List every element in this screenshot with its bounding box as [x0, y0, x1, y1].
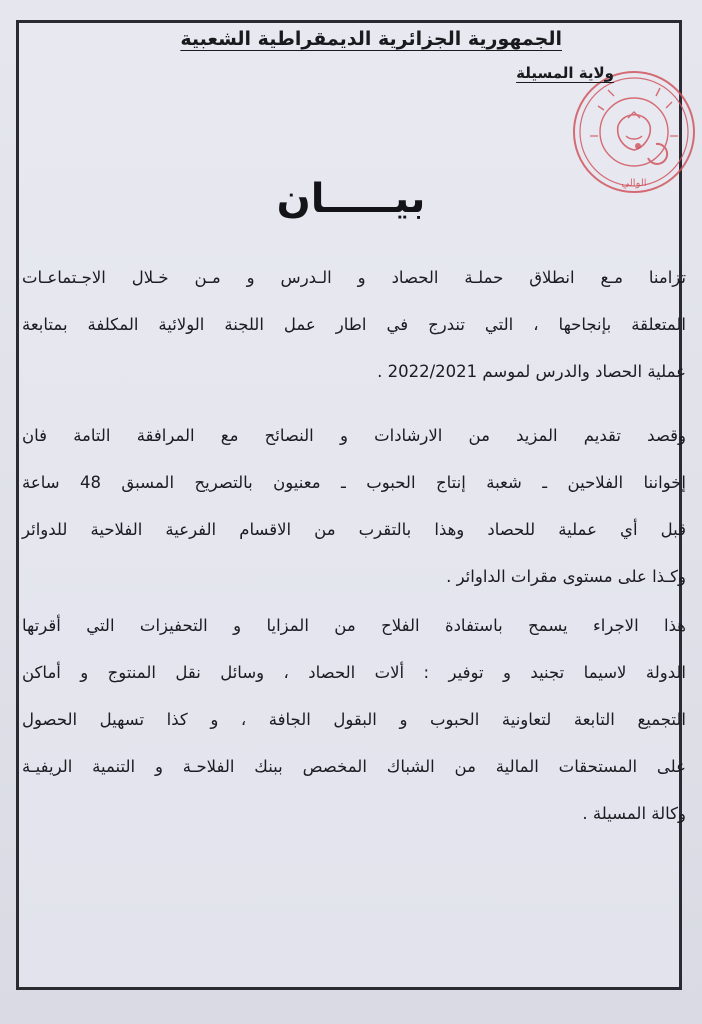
- paragraph-line: إخواننا الفلاحين ـ شعبة إنتاج الحبوب ـ معنيون بالتصريح المسبق 48 ساعة: [22, 473, 686, 492]
- republic-header: الجمهورية الجزائرية الديمقراطية الشعبية: [180, 28, 562, 50]
- wilaya-header: ولاية المسيلة: [516, 64, 614, 82]
- paragraph-line: وكالة المسيلة .: [582, 804, 686, 823]
- paragraph-line: عملية الحصاد والدرس لموسم 2022/2021 .: [377, 362, 686, 381]
- paragraph-line: تزامنا مـع انطلاق حملـة الحصاد و الـدرس و مـن خـلال الاجـتماعـات: [22, 268, 686, 287]
- svg-text:الوالي: الوالي: [621, 178, 647, 189]
- paragraph-line: على المستحقات المالية من الشباك المخصص ببنك الفلاحـة و التنمية الريفيـة: [22, 757, 686, 776]
- paragraph-2: [22, 412, 686, 600]
- paragraph-line: الدولة لاسيما تجنيد و توفير : ألات الحصاد ، وسائل نقل المنتوج و أماكن: [22, 663, 686, 682]
- paragraph-line: المتعلقة بإنجاحها ، التي تندرج في اطار عمل اللجنة الولائية المكلفة بمتابعة: [22, 315, 686, 334]
- paragraph-line: وقصد تقديم المزيد من الارشادات و النصائح مع المرافقة التامة فان: [22, 426, 686, 445]
- paragraph-line: هذا الاجراء يسمح باستفادة الفلاح من المزايا و التحفيزات التي أقرتها: [22, 616, 686, 635]
- paragraph-line: قبل أي عملية للحصاد وهذا بالتقرب من الاقسام الفرعية الفلاحية للدوائر: [22, 520, 686, 539]
- paragraph-3: [22, 602, 686, 837]
- statement-title: بيـــــان: [276, 176, 426, 222]
- paragraph-1: [22, 254, 686, 395]
- paragraph-line: وكـذا على مستوى مقرات الداوائر .: [446, 567, 686, 586]
- paragraph-line: التجميع التابعة لتعاونية الحبوب و البقول الجافة ، و كذا تسهيل الحصول: [22, 710, 686, 729]
